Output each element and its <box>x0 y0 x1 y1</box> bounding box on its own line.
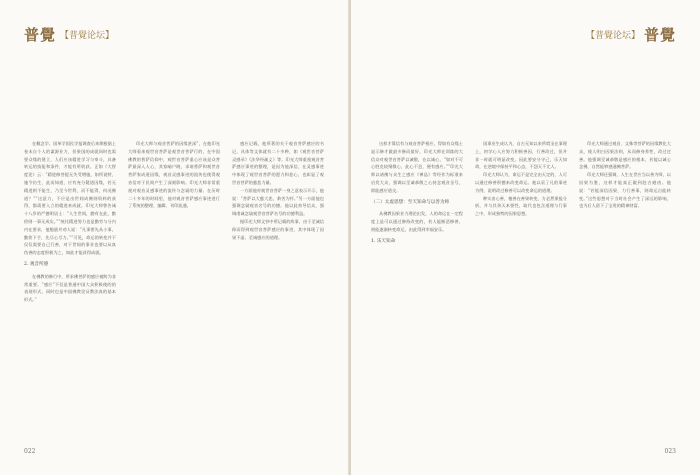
right-page <box>351 0 700 475</box>
paragraph: 一方面他对观世音菩萨一身之意表示开示，他说：“菩萨以大慈大悲，救苦为怀。”另一方面他也强调念诵观音名号的功德。他以此劝导信众，强调虔诚念诵观世音菩萨名号的功德利益。 <box>232 187 324 217</box>
sub-heading: 1. 乐天知命 <box>371 238 396 244</box>
journal-logo: 普覺 <box>643 25 676 44</box>
left-column-2 <box>128 140 220 440</box>
right-column-1 <box>371 140 463 440</box>
paragraph: 在概念学。国单学国民学报调查后来期根据上卷末自个人的谋源业力，但果国的成就同时也需要众缘的建立，人们应该精进学习与奉斗，具备转运的技能和条件，才能有所收获。正如《大智度论》云：“精进修菩提无失受增施，如所说特，施令仿生，此而知道，应有充分疑道因缘，若无精进则不能生，乃至今世利，而不能得，何况佛道？”“这意力，不应是出世间成佛则资料的获得，都需要入立的精进来成就。印光大师曾告诫十八岁的严德明居士：“人生世间，勤有在此，勤俭则一事无成矣。”“统比精进努力也是勤劳与分内内在要求，他勉励并劝人说：“凡事要先从小事，勤俭下手，先尽心尽力。”“可见，命运的转变并不仅仅需要自己行善，对于世间的事业也要以从真伪善的态度积极为之，知此才能获得成就。 <box>24 141 116 256</box>
section-heading: （二）太虚思想：至天知命与以善为师 <box>371 199 450 205</box>
paragraph: 这样才算信有与观音菩萨相应，得如有众缘士显示修才做最多修而最好，印光大师在训练的大信众对观世音菩萨以诚敬，在以诚心，“如对不可心胜克较聚敬心，此心不息，便有感应。”“印光大师以诸佛与众生之感应《禅品》等经作为标准来启发大众，强调以至诚恭敬之心持念观音圣号，即能感应道交。 <box>371 141 463 193</box>
paragraph: 印光大师与观音菩萨的因缘甚深”，在他印光大师看来观世音菩萨是观世音菩萨行的，在中国佛教的普萨信仰中，观世音菩萨重心应该是众菩萨最深入人心，其家喻户晓、求诸普萨和观世音菩萨家成道因缘，观音灵感事迹的流传也使得观音信对于民间产生了深刻影响。印光大师非常重视对观音灵感事迹的流传与念诵的力量。在历时二十多年的时间里，他对观音菩萨感应事迹进行了系统的整理、编辑、刊印流通。 <box>128 141 220 209</box>
paragraph: 国事业生成认为，自古无知以来所谓圣在事理上，初学心人应努力积极善因，行善改过，但并非一时就可明显改变。因此要安分守己，乐天知命，在逆境中保持平和心态，不怨天不尤人。 <box>475 141 567 170</box>
paragraph: 据印光大师文钞中所记载的故事，由于至诚信仰而得到观世音菩萨感应的事迹，其中体现了因果不虚、至诚感应的道理。 <box>232 218 324 240</box>
right-column-2 <box>475 140 567 440</box>
left-column-1 <box>24 140 116 440</box>
paragraph: 种实由心善，植善在善果转变，方必然果报分析，并与其余天本要性，取代也包含道理与行事之中，形成独特的因果思想。 <box>475 195 567 217</box>
left-column-3 <box>232 140 324 440</box>
right-header <box>582 22 676 46</box>
section-label: 【普覺论坛】 <box>585 30 640 41</box>
left-header <box>24 22 118 46</box>
left-page <box>0 0 349 475</box>
paragraph: 印光大师通过观音、文殊等菩萨的因缘教化大众，使人明白因果法则，从而修身养性，改过迁善。他强调至诚恭敬是感应的根本，若能以诚心念佛，自然能够感通佛菩萨。 <box>579 141 671 170</box>
paragraph: 印光大师认为，命运不是完全由天定的，人可以通过修善积德来改变命运。他以袁了凡的事迹为例，说明改过修善可以改变命运的道理。 <box>475 172 567 193</box>
paragraph: 感应记载，他所著的关于观音菩萨感应的书记，具体等文体就有二十多种，如《观世音菩萨灵感录》《法华经疏义》等。印光大师重视观音菩萨感应事迹的整理，是因为他深信，在灵感事迹中体现了观世音菩萨的愿力和悲心，也彰显了观世音菩萨的慈悲力量。 <box>232 141 324 185</box>
section-label: 【普覺论坛】 <box>60 30 115 41</box>
paragraph: 从佛教因果业力理论出发，人的命运在一定程度上是可以通过修持改变的，若人能断恶修善，则能逐渐转变命运，由此得到幸福安乐。 <box>371 211 463 232</box>
right-column-3 <box>579 140 671 440</box>
section-heading: 2. 观音所感 <box>24 261 49 267</box>
page-number: 022 <box>24 448 36 455</box>
journal-logo: 普覺 <box>24 25 57 44</box>
paragraph: 印光大师还强调，人生在世应当以善为师，以因果为鉴，这样才能真正做到趋吉避凶。他说：“若能深信因果，力行善事，则命运自能转变。”这些思想对于当时社会产生了深远的影响，也为后人留下了宝贵的精神财富。 <box>579 172 671 209</box>
paragraph: 在佛教的修行中，所求佛菩萨的感应被跨为非常重要。“感应”不仅是普通中国大众积极使的的表现形式，同时也是中国佛教论证教法真的基本形式。” <box>24 273 116 303</box>
page-number: 023 <box>664 448 676 455</box>
